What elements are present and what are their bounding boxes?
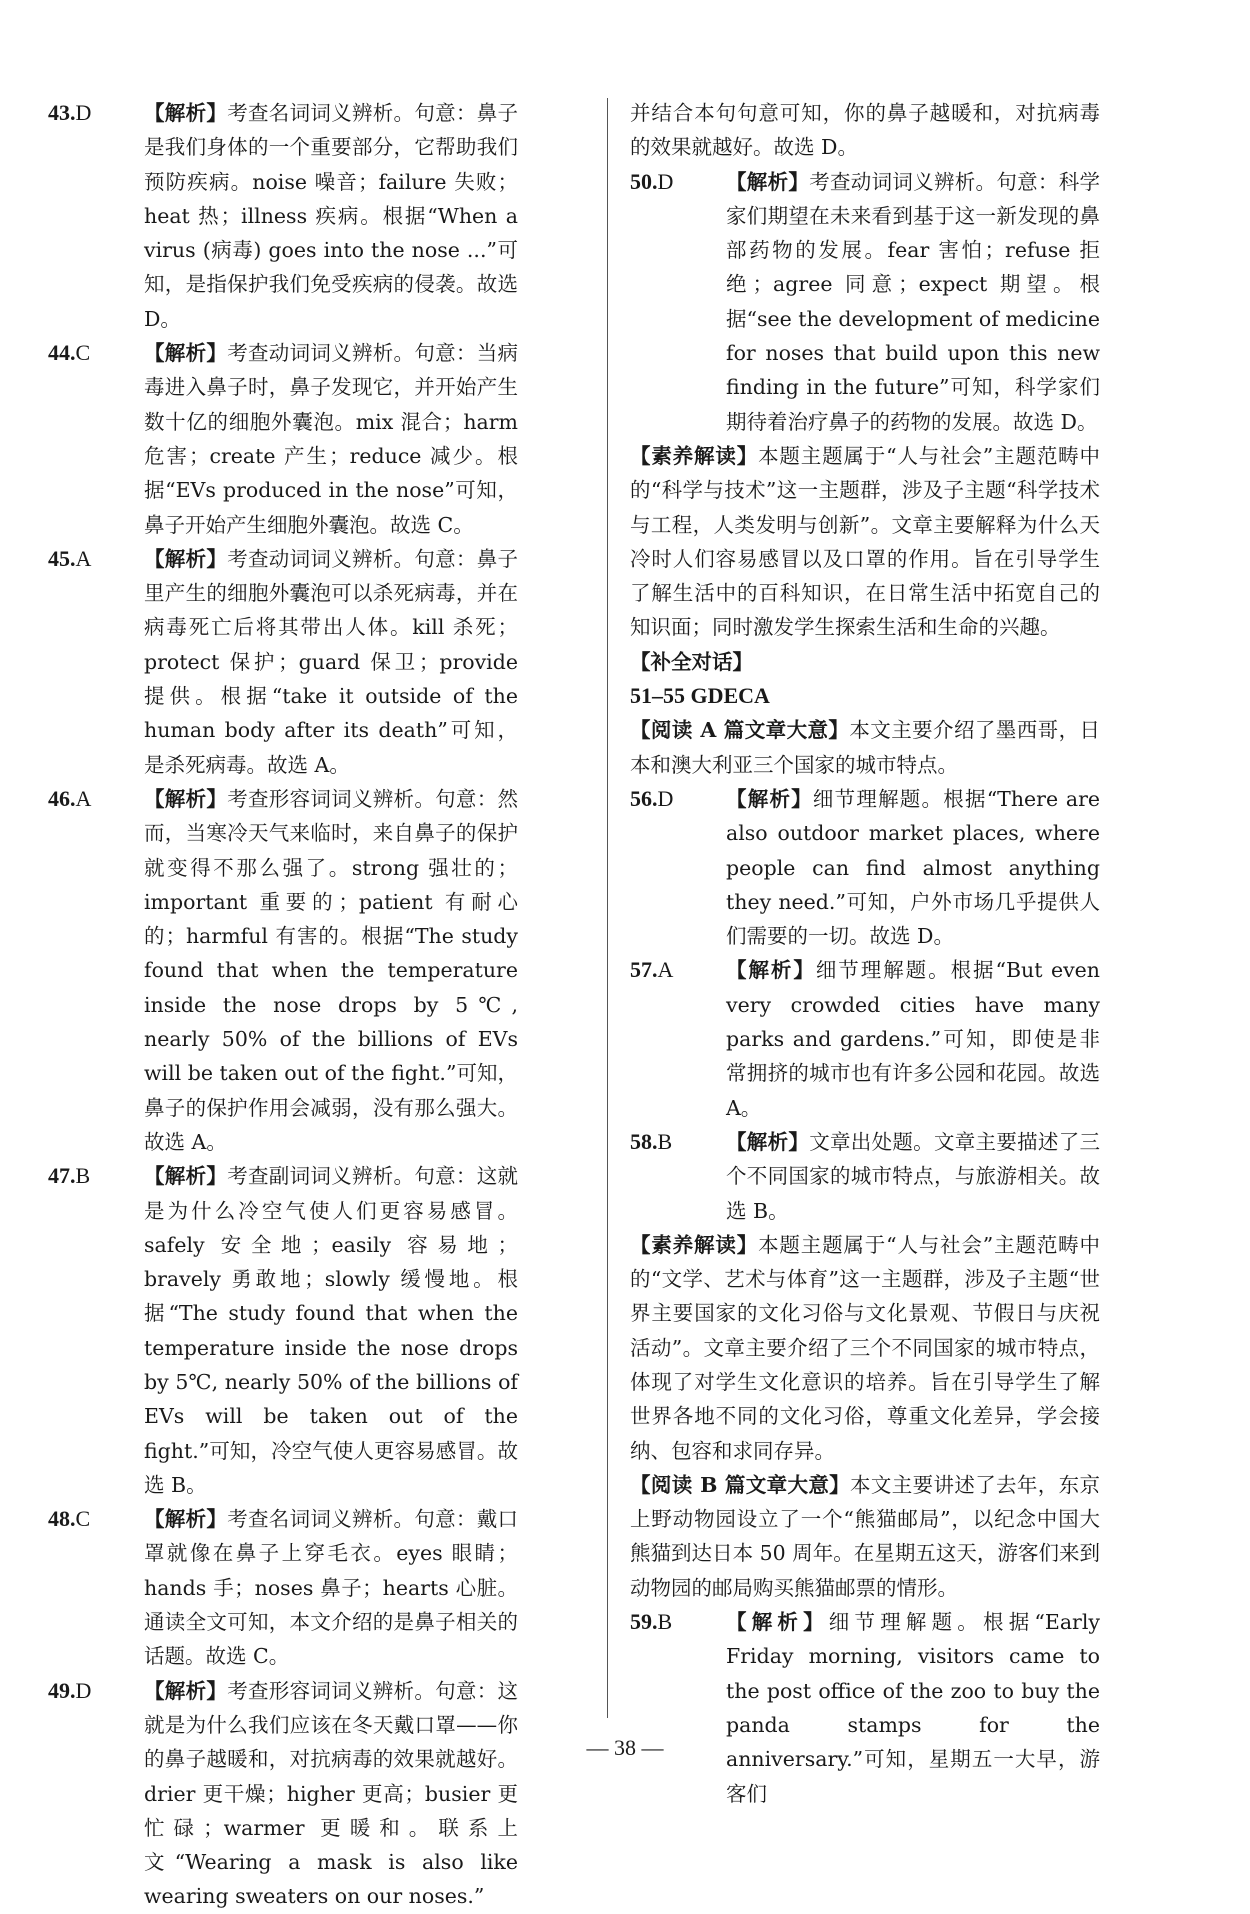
- literacy-section-1: [630, 439, 1100, 645]
- answer-letter: D: [75, 1677, 92, 1703]
- answer-letter: D: [75, 100, 92, 125]
- analysis-tag: 【解析】: [144, 1678, 228, 1703]
- question-number: 57.: [630, 957, 658, 983]
- left-column: [48, 96, 518, 1914]
- dialogue-heading: 【补全对话】: [630, 649, 753, 674]
- analysis-tag: 【解析】: [144, 101, 228, 125]
- reading-b-summary: [630, 1468, 1100, 1605]
- answer-entry-58: [630, 1125, 1100, 1228]
- analysis-tag: 【解析】: [726, 1129, 810, 1154]
- question-number: 47.: [48, 1163, 76, 1189]
- literacy-section-2: [630, 1228, 1100, 1468]
- answer-entry: [48, 336, 518, 542]
- literacy-tag: 【素养解读】: [630, 1232, 759, 1257]
- answer-entry: [48, 1674, 518, 1914]
- analysis-text: 考查动词词义辨析。句意：科学家们期望在未来看到基于这一新发现的鼻部药物的发展。fear 害怕；refuse 拒绝；agree 同意；expect 期望。根据“see the development of medicine for noses that build upon this new finding in the future”可知，科学家们期待着治疗鼻子的药物的发展。故选 D。: [726, 169, 1101, 434]
- literacy-tag: 【素养解读】: [630, 443, 759, 468]
- analysis-tag: 【解析】: [726, 1610, 829, 1635]
- answer-letter: A: [75, 545, 92, 571]
- answer-entry: [48, 96, 518, 336]
- answer-entry: [48, 1159, 518, 1502]
- literacy-text: 本题主题属于“人与社会”主题范畴中的“文学、艺术与体育”这一主题群，涉及子主题“世界主要国家的文化习俗与文化景观、节假日与庆祝活动”。文章主要介绍了三个不同国家的城市特点，体现了对学生文化意识的培养。旨在引导学生了解世界各地不同的文化习俗，尊重文化差异，学会接纳、包容和求同存异。: [630, 1232, 1100, 1463]
- analysis-text: 考查名词词义辨析。句意：鼻子是我们身体的一个重要部分，它帮助我们预防疾病。noise 噪音；failure 失败；heat 热；illness 疾病。根据“When a virus (病毒) goes into the nose ...”可知，是指保护我们免受疾病的侵袭。故选 D。: [144, 101, 519, 331]
- question-number: 44.: [48, 340, 76, 366]
- question-number: 43.: [48, 100, 76, 125]
- analysis-text: 考查动词词义辨析。句意：当病毒进入鼻子时，鼻子发现它，并开始产生数十亿的细胞外囊泡。mix 混合；harm 危害；create 产生；reduce 减少。根据“EVs produced in the nose”可知，鼻子开始产生细胞外囊泡。故选 C。: [144, 341, 519, 537]
- answer-entry-56: [630, 782, 1100, 953]
- reading-a-text: 本文主要介绍了墨西哥，日本和澳大利亚三个国家的城市特点。: [630, 718, 1100, 777]
- analysis-text: 考查动词词义辨析。句意：鼻子里产生的细胞外囊泡可以杀死病毒，并在病毒死亡后将其带出人体。kill 杀死；protect 保护；guard 保卫；provide 提供。根据“take it outside of the human body after its death”可知，是杀死病毒。故选 A。: [144, 546, 519, 777]
- question-number: 45.: [48, 545, 76, 571]
- question-number: 56.: [630, 785, 658, 811]
- reading-a-tag: 【阅读 A 篇文章大意】: [630, 718, 850, 743]
- question-number: 48.: [48, 1506, 76, 1532]
- question-number: 46.: [48, 785, 76, 811]
- right-column: [630, 96, 1100, 1811]
- analysis-text: 细节理解题。根据“Early Friday morning, visitors came to the post office of the zoo to buy the panda stamps for the anniversary.”可知，星期五一大早，游客们: [726, 1610, 1100, 1806]
- analysis-text: 考查形容词词义辨析。句意：然而，当寒冷天气来临时，来自鼻子的保护就变得不那么强了。strong 强壮的；important 重要的；patient 有耐心的；harmful 有害的。根据“The study found that when the temperature inside the nose drops by 5℃, nearly 50% of the billions of EVs will be taken out of the fight.”可知，鼻子的保护作用会减弱，没有那么强大。故选 A。: [144, 786, 519, 1154]
- answer-letter: D: [657, 168, 674, 194]
- question-number: 59.: [630, 1609, 658, 1635]
- analysis-tag: 【解析】: [726, 786, 813, 811]
- question-number: 50.: [630, 168, 658, 194]
- answer-entry: [48, 542, 518, 782]
- answer-letter: B: [657, 1128, 673, 1154]
- reading-a-summary: [630, 713, 1100, 782]
- analysis-text: 细节理解题。根据“There are also outdoor market places, where people can find almost anything they need.”可知，户外市场几乎提供人们需要的一切。故选 D。: [726, 786, 1101, 949]
- analysis-text: 考查副词词义辨析。句意：这就是为什么冷空气使人们更容易感冒。safely 安全地；easily 容易地；bravely 勇敢地；slowly 缓慢地。根据“The study found that when the temperature inside the nose drops by 5℃, nearly 50% of the billions of EVs will be taken out of the fight.”可知，冷空气使人更容易感冒。故选 B。: [144, 1164, 519, 1497]
- analysis-tag: 【解析】: [726, 958, 816, 983]
- answer-entry-57: [630, 953, 1100, 1124]
- answer-letter: B: [657, 1609, 673, 1635]
- reading-b-tag: 【阅读 B 篇文章大意】: [630, 1472, 851, 1497]
- answer-entry-59: [630, 1605, 1100, 1811]
- answer-entry: [48, 1502, 518, 1673]
- answer-letter: A: [657, 957, 674, 983]
- answer-entry: [48, 782, 518, 1159]
- continuation-text: 并结合本句句意可知，你的鼻子越暖和，对抗病毒的效果就越好。故选 D。: [630, 101, 1100, 160]
- analysis-text: 细节理解题。根据“But even very crowded cities have many parks and gardens.”可知，即使是非常拥挤的城市也有许多公园和花园。故选 A。: [726, 958, 1100, 1120]
- answer-letter: C: [75, 340, 91, 366]
- analysis-text: 考查形容词词义辨析。句意：这就是为什么我们应该在冬天戴口罩——你的鼻子越暖和，对抗病毒的效果就越好。drier 更干燥；higher 更高；busier 更忙碌；warmer 更暖和。联系上文“Wearing a mask is also like wearing sweaters on our noses.”: [144, 1678, 519, 1909]
- reading-b-text: 本文主要讲述了去年，东京上野动物园设立了一个“熊猫邮局”，以纪念中国大熊猫到达日本 50 周年。在星期五这天，游客们来到动物园的邮局购买熊猫邮票的情形。: [630, 1472, 1100, 1600]
- question-number: 58.: [630, 1128, 658, 1154]
- analysis-tag: 【解析】: [726, 169, 810, 194]
- analysis-tag: 【解析】: [144, 786, 228, 811]
- column-divider: [607, 98, 608, 1718]
- question-number: 49.: [48, 1677, 76, 1703]
- analysis-tag: 【解析】: [144, 1507, 228, 1532]
- analysis-tag: 【解析】: [144, 1164, 228, 1189]
- answer-letter: C: [75, 1506, 91, 1532]
- analysis-text: 考查名词词义辨析。句意：戴口罩就像在鼻子上穿毛衣。eyes 眼睛；hands 手；noses 鼻子；hearts 心脏。通读全文可知，本文介绍的是鼻子相关的话题。故选 C。: [144, 1507, 519, 1669]
- page-number: — 38 —: [586, 1735, 664, 1760]
- answer-letter: A: [75, 785, 92, 811]
- answer-entry-50: [630, 165, 1100, 439]
- dialogue-answer: 51–55 GDECA: [630, 683, 770, 709]
- analysis-tag: 【解析】: [144, 341, 228, 366]
- analysis-text: 文章出处题。文章主要描述了三个不同国家的城市特点，与旅游相关。故选 B。: [726, 1129, 1101, 1223]
- analysis-tag: 【解析】: [144, 546, 228, 571]
- answer-letter: B: [75, 1163, 91, 1189]
- literacy-text: 本题主题属于“人与社会”主题范畴中的“科学与技术”这一主题群，涉及子主题“科学技术与工程，人类发明与创新”。文章主要解释为什么天冷时人们容易感冒以及口罩的作用。旨在引导学生了解生活中的百科知识，在日常生活中拓宽自己的知识面；同时激发学生探索生活和生命的兴趣。: [630, 443, 1100, 640]
- answer-letter: D: [657, 785, 674, 811]
